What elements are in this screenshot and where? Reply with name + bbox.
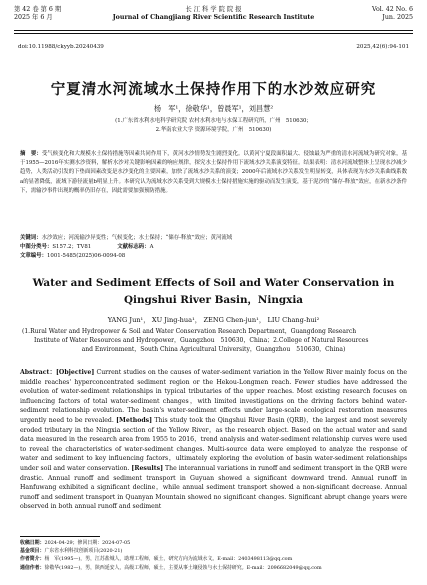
affiliation-en-line: and Environment，South China Agricultural University，Guangzhou 510630，China): [81, 346, 346, 353]
footnote-funding: [20, 547, 407, 555]
footnote-text: 2024-04-29；修回日期：2024-07-05: [44, 540, 131, 546]
objective-text: Current studies on the causes of water-sediment variation in the Yellow River mainly focus on the middle reaches' hyperconcentrated sediment region or the Hekou-Longmen reach. Fewer studies have addressed the evolution of water-sediment relationships in typical tributaries of the upper reaches. Most existing research focuses on influencing factors of total water-sediment changes，with limited investigations on the driving factors behind water-sediment relationship evolution. The basin's water-sediment effects under large-scale ecological restoration measures urgently need to be revealed.: [20, 369, 407, 424]
affiliations-cn: [0, 117, 427, 135]
article-meta-cn: [20, 234, 407, 261]
footnote-received: [20, 539, 407, 547]
footnote-text: 广东省水利科技创新项目(2020-21): [44, 548, 123, 555]
keywords-cn-text: 水沙效应；河流输沙异变性；气候变化；水土保持；“储存-释放”效应；黄河流域: [41, 235, 233, 241]
abstract-cn-label: 摘 要：: [20, 151, 42, 157]
title-cn: 宁夏清水河流域水土保持作用下的水沙效应研究: [50, 81, 377, 98]
keywords-cn-label: 关键词：: [20, 235, 42, 241]
doc-code-value: A: [149, 244, 154, 250]
clc-label: 中图分类号：: [20, 244, 53, 250]
date-cn: 2025 年 6 月: [14, 14, 53, 21]
clc-value: S157.2；TV81: [52, 244, 92, 250]
title-en-line: Qingshui River Basin，Ningxia: [123, 294, 304, 306]
footnote-corresponding: [20, 564, 407, 572]
header-center: [14, 6, 413, 22]
footnotes: [20, 539, 407, 572]
running-header: [14, 6, 413, 36]
results-label: [Results]: [131, 464, 163, 472]
volume-issue-en: Vol. 42 No. 6: [372, 6, 413, 13]
footnote-text: 徐敬华(1982—)，男，陕西延安人，高级工程师，硕士，主要从事土壤侵蚀与水土保持研究。E-mail：2096682049@qq.com: [44, 564, 322, 571]
affiliation-cn-line: (1.广东省水利水电科学研究院 农村水利水电与水保工程研究所，广州 510630；: [115, 118, 312, 124]
header-rule-thick: [14, 30, 413, 31]
keywords-cn: [20, 234, 407, 243]
page-range: 2025,42(6):94-101: [356, 44, 409, 50]
footnote-label: 作者简介：: [20, 556, 45, 563]
authors-cn: 杨 军¹，徐敬华¹，曾晨军¹，刘昌慧²: [153, 104, 274, 113]
abstract-en-label: Abstract：: [20, 369, 56, 376]
affiliation-en-line: (1.Rural Water and Hydropower & Soil and Water Conservation Research Department，Guangdong Research: [22, 328, 357, 335]
footnote-rule: [20, 536, 100, 537]
authors-en: YANG Jun¹， XU Jing-hua¹， ZENG Chen-jun¹， LIU Chang-hui²: [107, 316, 320, 324]
footnote-label: 基金项目：: [20, 548, 45, 555]
title-en-line: Water and Sediment Effects of Soil and Water Conservation in: [32, 277, 395, 289]
abstract-cn: [20, 150, 407, 196]
footnote-text: 杨 军(1995—)，男，江苏盐城人，助理工程师，硕士，研究方向为流域水文。E-mail：2403498113@qq.com: [44, 556, 293, 563]
affiliation-en-line: Institute of Water Resources and Hydropower，Guangzhou 510630，China；2.College of Natural Resources: [34, 337, 369, 344]
header-rule-thin: [14, 33, 413, 34]
header-right: [372, 6, 413, 22]
doc-code-label: 文献标志码：: [117, 244, 150, 250]
doi[interactable]: doi:10.11988/ckyyb.20240439: [18, 44, 104, 50]
abstract-cn-text: 受气候变化和大规模水土保持措施等因素共同作用下，黄河水沙情势发生剧烈变化。以黄河宁夏段面积最大、侵蚀最为严重的清水河流域为研究对象，基于1955—2016年实测水沙资料，解析水沙对关键影响因素的响应规律，探究水土保持作用下流域水沙关系演变特征。结果表明：清水河流域整体上呈现水沙减少趋势，人类活动引发的下垫面因素改变是水沙变化的主要因素，加快了流域水沙关系的演变；2000年后流域水沙关系发生明显转变，具体表现为水沙关系曲线系数a的显著降低，流域下游径流量b明显上升。本研究认为流域水沙关系受到大规模水土保持措施实施的驱动而发生演变，基于泥沙的“储存-释放”效应，在新水沙条件下，需输沙事件出现的概率仍旧存在，因此需要加强预防措施。: [20, 151, 407, 194]
footnote-author: [20, 555, 407, 563]
classification-row: [20, 243, 407, 252]
volume-issue-cn: 第 42 卷 第 6 期: [14, 6, 62, 13]
article-number-label: 文章编号：: [20, 253, 47, 259]
methods-text: This study took the Qingshui River Basin (QRB)，the largest and most severely eroded tributary in the Ningxia section of the Yellow River，as the research object. Based on the actual water and sand data measured in the research area from 1955 to 2016，trend analysis and water-sediment relationship curves were used to reveal the characteristics of water-sediment changes. Multi-source data were employed to analyze the response of water and sediment to key influencing factors，ultimately exploring the evolution of basin water-sediment relationships under soil and water conservation.: [20, 416, 407, 472]
date-en: Jun. 2025: [382, 14, 413, 21]
results-text: The interannual variations in runoff and sediment transport in the QRB were drastic. Annual runoff and sediment transport in Guyuan showed a significant downward trend. Annual runoff in Hanfuwang exhibited a significant decline，while annual sediment transport showed a non-significant decrease. Annual runoff and sediment transport in Quanyan Mountain showed no significant changes. Significant abrupt change years were observed in both annual runoff and sediment: [20, 464, 407, 511]
abstract-en: [20, 368, 407, 512]
affiliations-en: [22, 327, 405, 354]
footnote-label: 收稿日期：: [20, 540, 45, 546]
objective-label: [Objective]: [56, 369, 95, 376]
journal-name-cn: 长 江 科 学 院 院 报: [185, 6, 242, 13]
footnote-label: 通信作者：: [20, 564, 45, 571]
affiliation-cn-line: 2.华南农业大学 资源环境学院，广州 510630): [155, 127, 272, 133]
article-number: [20, 252, 407, 261]
journal-name-en: Journal of Changjiang River Scientific Research Institute: [112, 14, 315, 21]
title-en: [0, 275, 427, 309]
methods-label: [Methods]: [116, 416, 153, 424]
article-number-value: 1001-5485(2025)06-0094-08: [46, 253, 126, 259]
